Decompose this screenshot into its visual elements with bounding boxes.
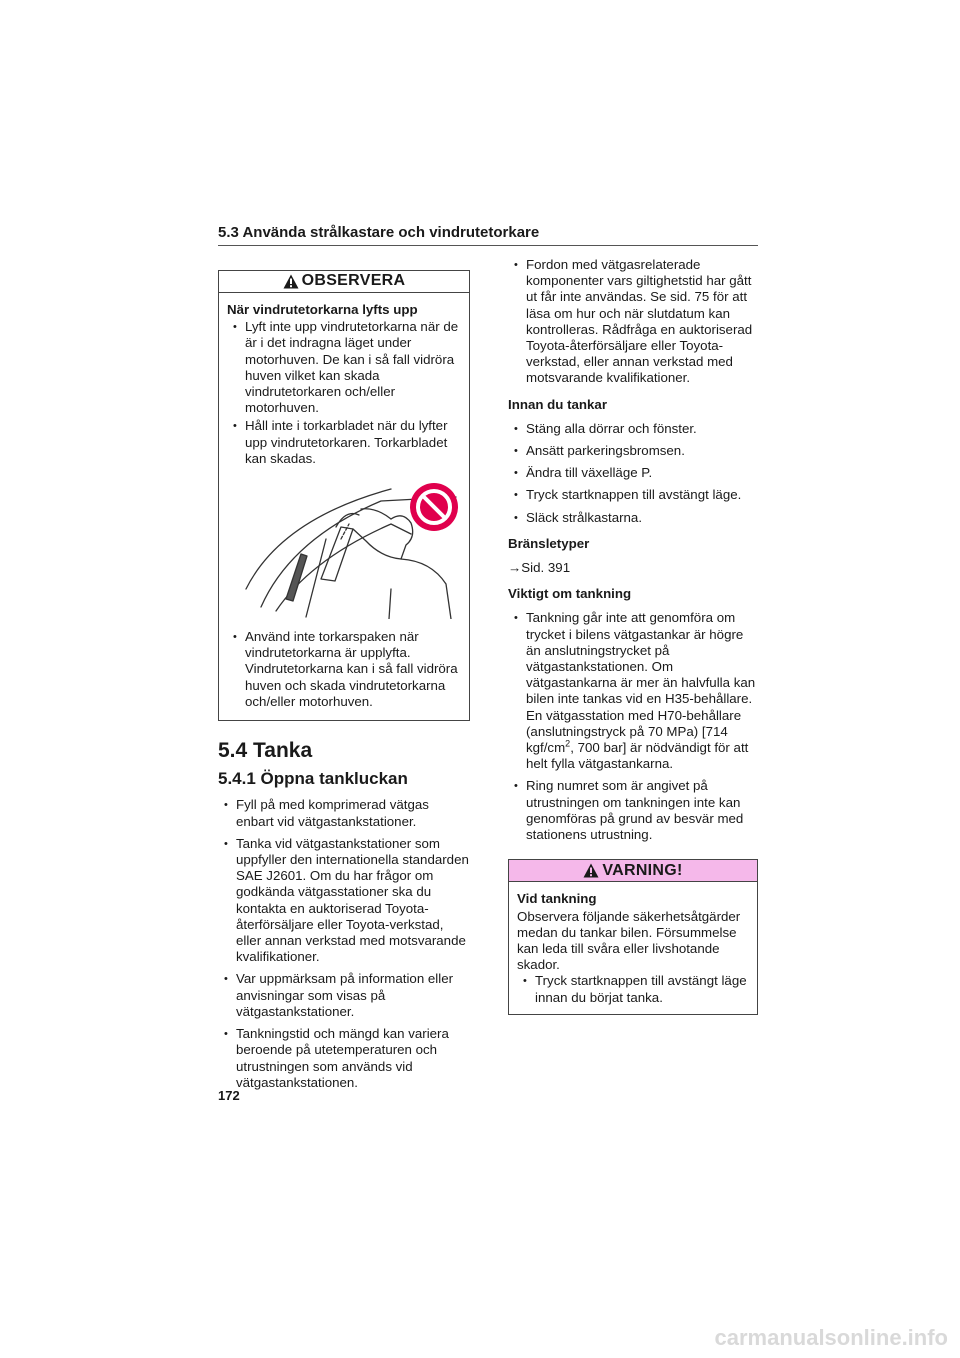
list-item: • Fyll på med komprimerad vätgas enbart vid vätgastankstationer. [218,797,470,829]
list-item: • Ring numret som är angivet på utrustningen om tankningen inte kan genomföras på grund av besvär med stationens utrustning. [508,778,758,843]
before-refuel-heading: Innan du tankar [508,396,607,412]
list-item: • Stäng alla dörrar och fönster. [508,421,758,437]
warning-icon [583,863,599,878]
observera-bullet: • Håll inte i torkarbladet när du lyfter upp vindrutetorkaren. Torkarbladet kan skadas. [227,418,460,467]
list-item [508,610,758,772]
observera-bullet: • Använd inte torkarspaken när vindrutetorkarna är upplyfta. Vindrutetorkarna kan i så fall vidröra huven och skada vindrutetorkarna och/eller motorhuven. [227,629,460,710]
fuel-types-heading: Bränsletyper [508,535,590,551]
wiper-prohibited-illustration [241,479,471,619]
varning-header [509,860,757,882]
list-item: • Tankningstid och mängd kan variera beroende på utetemperaturen och utrustningen som används vid vätgastankstationen. [218,1026,470,1091]
page-reference-link[interactable]: →Sid. 391 [508,560,571,576]
varning-text: Observera följande säkerhetsåtgärder medan du tankar bilen. Försummelse kan leda till svåra eller livshotande skador. [517,908,741,973]
observera-header [219,271,469,293]
left-column [218,270,470,1097]
page-number: 172 [218,1088,240,1103]
observera-body [219,293,469,720]
watermark: carmanualsonline.info [714,1325,948,1350]
varning-bullet: • Tryck startknappen till avstängt läge innan du börjat tanka. [517,973,748,1005]
caution-icon [283,274,299,289]
running-section-header: 5.3 Använda strålkastare och vindrutetorkare [218,224,758,246]
section-title: 5.4 Tanka [218,739,313,763]
varning-body [509,882,757,1013]
list-item: • Släck strålkastarna. [508,510,758,526]
prohibited-sign [410,483,458,531]
varning-label: VARNING! [602,861,683,879]
list-item: • Tryck startknappen till avstängt läge. [508,487,758,503]
list-item: • Tanka vid vätgastankstationer som uppfyller den internationella standarden SAE J2601. Om du har frågor om godkända vätgasstationer ska du kontakta en auktoriserad Toyota-återförsäljare eller Toyota-verkstad, eller annan verkstad med motsvarande kvalifikationer. [218,836,470,966]
observera-title: När vindrutetorkarna lyfts upp [227,302,418,317]
pressure-text-part2: , 700 bar] är nödvändigt för att helt fylla vätgastankarna. [526,740,749,772]
list-item: • Ändra till växelläge P. [508,465,758,481]
important-refuel-heading: Viktigt om tankning [508,586,632,602]
observera-bullet: • Lyft inte upp vindrutetorkarna när de är i det indragna läget under motorhuven. De kan i så fall vidröra huven vilket kan skada vindrutetorkaren och/eller motorhuven. [227,319,460,416]
list-item: • Var uppmärksam på information eller anvisningar som visas på vätgastankstationer. [218,971,470,1020]
list-item: • Ansätt parkeringsbromsen. [508,443,758,459]
pressure-text-part1: Tankning går inte att genomföra om trycket i bilens vätgastankar är högre än anslutningstrycket på vätgastankstationen. Om vätgastankarna är mer än halvfulla kan bilen inte tankas vid en H35-behållare. En vätgasstation med H70-behållare (anslutningstryck på 70 MPa) [714 kgf/cm [526,610,756,756]
observera-label: OBSERVERA [301,272,406,290]
varning-title: Vid tankning [517,891,597,907]
list-item: • Fordon med vätgasrelaterade komponenter vars giltighetstid har gått ut får inte användas. Se sid. 75 för att läsa om hur och när slutdatum kan kontrolleras. Rådfråga en auktoriserad Toyota-återförsäljare eller Toyota-verkstad, eller annan verkstad med motsvarande kvalifikationer. [508,257,758,387]
varning-box [508,859,758,1014]
observera-box [218,270,470,721]
right-column [508,257,758,1015]
superscript: 2 [565,738,571,749]
subsection-title: 5.4.1 Öppna tankluckan [218,769,408,789]
